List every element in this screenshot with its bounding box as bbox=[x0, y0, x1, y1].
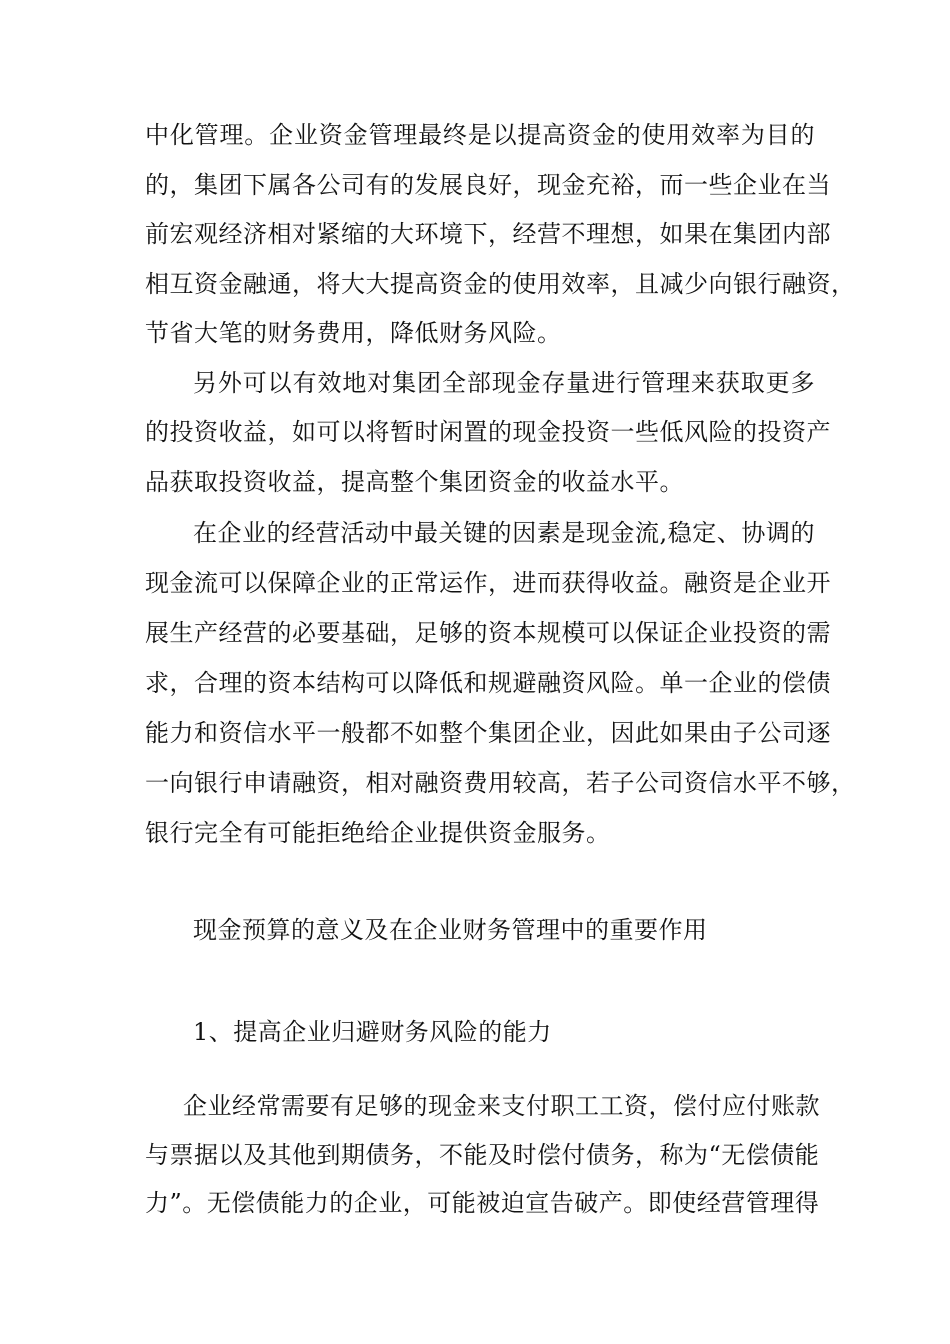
paragraph-line: 的，集团下属各公司有的发展良好，现金充裕，而一些企业在当 bbox=[145, 171, 831, 199]
paragraph-line: 与票据以及其他到期债务，不能及时偿付债务，称为“无偿债能 bbox=[145, 1141, 820, 1169]
paragraph-line: 在企业的经营活动中最关键的因素是现金流,稳定、协调的 bbox=[193, 519, 815, 547]
paragraph-line: 的投资收益，如可以将暂时闲置的现金投资一些低风险的投资产 bbox=[145, 418, 831, 446]
paragraph-line: 现金流可以保障企业的正常运作，进而获得收益。融资是企业开 bbox=[145, 569, 831, 597]
paragraph-line: 节省大笔的财务费用，降低财务风险。 bbox=[145, 319, 562, 347]
paragraph-line: 展生产经营的必要基础，足够的资本规模可以保证企业投资的需 bbox=[145, 619, 831, 647]
paragraph-line: 另外可以有效地对集团全部现金存量进行管理来获取更多 bbox=[193, 369, 815, 397]
paragraph-line: 品获取投资收益，提高整个集团资金的收益水平。 bbox=[145, 468, 684, 496]
section-heading: 现金预算的意义及在企业财务管理中的重要作用 bbox=[193, 916, 708, 944]
paragraph-line: 求，合理的资本结构可以降低和规避融资风险。单一企业的偿债 bbox=[145, 669, 831, 697]
paragraph-line: 力”。无偿债能力的企业，可能被迫宣告破产。即使经营管理得 bbox=[145, 1189, 820, 1217]
paragraph-line: 一向银行申请融资，相对融资费用较高，若子公司资信水平不够， bbox=[145, 769, 856, 797]
paragraph-line: 中化管理。企业资金管理最终是以提高资金的使用效率为目的 bbox=[145, 121, 815, 149]
subsection-heading: 1、提高企业归避财务风险的能力 bbox=[193, 1018, 552, 1046]
paragraph-line: 银行完全有可能拒绝给企业提供资金服务。 bbox=[145, 819, 611, 847]
paragraph-line: 能力和资信水平一般都不如整个集团企业，因此如果由子公司逐 bbox=[145, 719, 831, 747]
paragraph-line: 前宏观经济相对紧缩的大环境下，经营不理想，如果在集团内部 bbox=[145, 220, 831, 248]
paragraph-line: 相互资金融通，将大大提高资金的使用效率，且减少向银行融资， bbox=[145, 270, 856, 298]
paragraph-line: 企业经常需要有足够的现金来支付职工工资，偿付应付账款 bbox=[183, 1092, 820, 1120]
